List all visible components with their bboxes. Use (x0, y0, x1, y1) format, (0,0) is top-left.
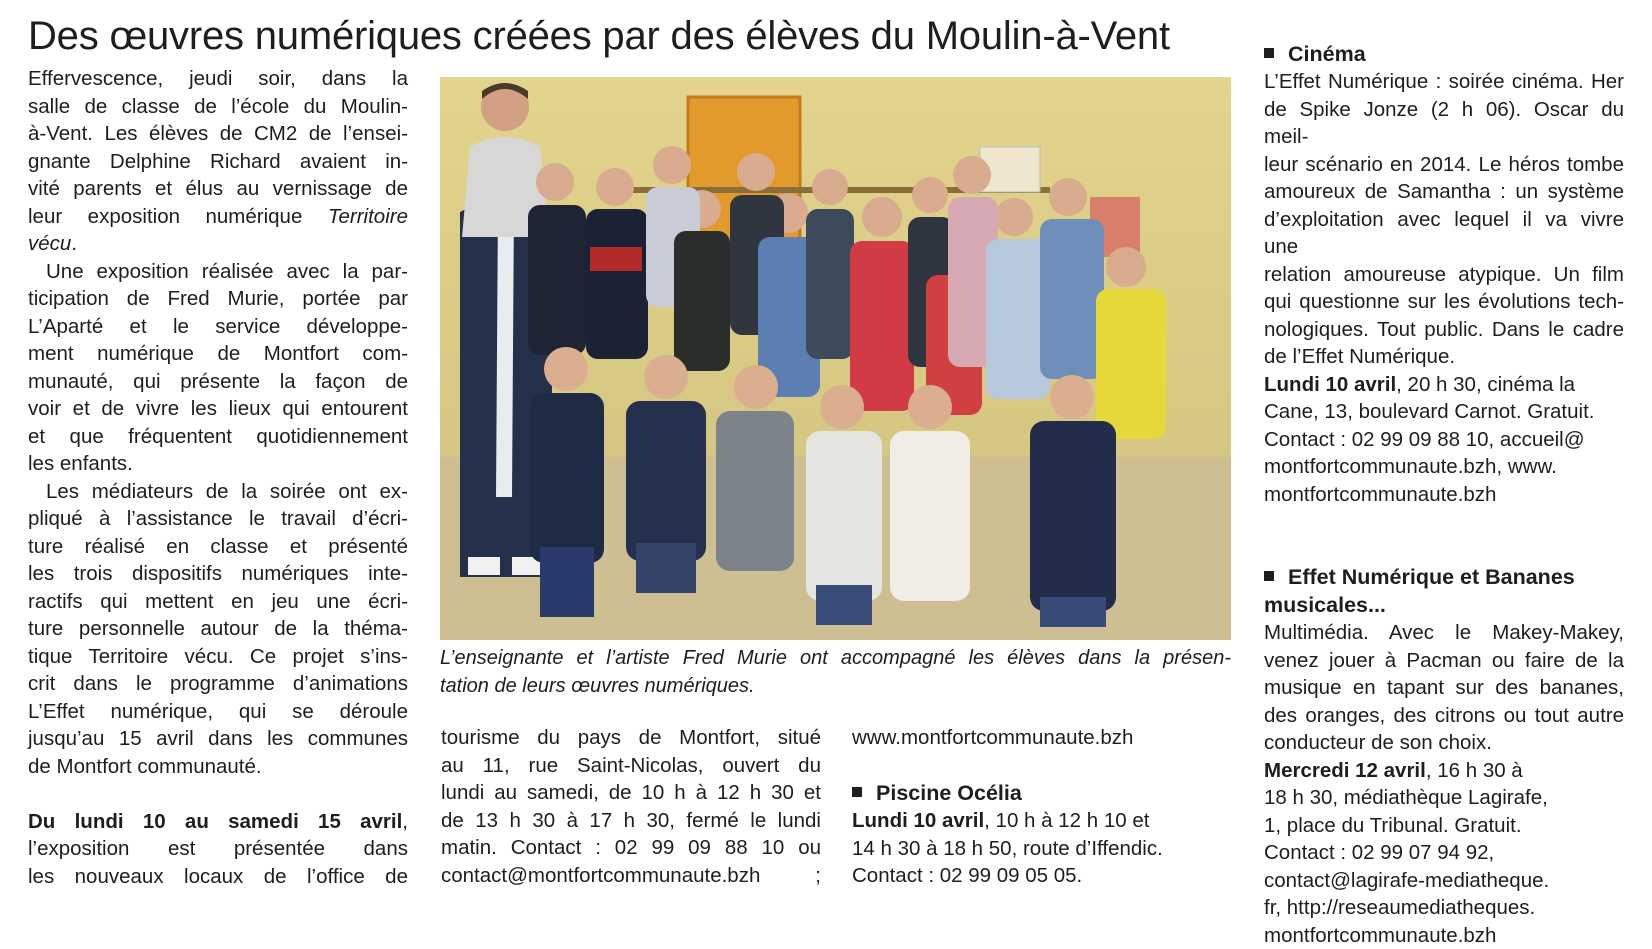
body-line: munauté, qui présente la façon de (28, 368, 408, 396)
body-line: musique en tapant sur des bananes, (1264, 674, 1624, 702)
body-line: contact@montfortcommunaute.bzh ; (441, 862, 821, 890)
body-line: lundi au samedi, de 10 h à 12 h 30 et (441, 779, 821, 807)
exhibition-title: Territoire (328, 205, 408, 228)
body-line (28, 203, 408, 231)
bullet-square-icon (852, 787, 862, 797)
body-line: Contact : 02 99 09 88 10, accueil@ (1264, 426, 1624, 454)
body-line: jusqu’au 15 avril dans les communes (28, 725, 408, 753)
body-line: qui questionne sur les évolutions tech- (1264, 288, 1624, 316)
body-line: Contact : 02 99 09 05 05. (852, 862, 1212, 890)
body-line: vité parents et élus au vernissage de (28, 175, 408, 203)
body-line: tourisme du pays de Montfort, situé (441, 724, 821, 752)
body-line: 18 h 30, médiathèque Lagirafe, (1264, 784, 1624, 812)
date-highlight: Lundi 10 avril (1264, 373, 1396, 396)
article-column-3 (852, 724, 1212, 890)
body-line (1264, 757, 1624, 785)
caption-line: L’enseignante et l’artiste Fred Murie ont accompagné les élèves dans la présen- (440, 645, 1231, 673)
body-line: amoureux de Samantha : un système (1264, 178, 1624, 206)
headline: Des œuvres numériques créées par des élèves du Moulin-à-Vent (28, 10, 1250, 62)
body-line: d’exploitation avec lequel il va vivre une (1264, 206, 1624, 261)
body-line: Contact : 02 99 07 94 92, (1264, 839, 1624, 867)
body-line: des oranges, des citrons ou tout autre (1264, 702, 1624, 730)
section-heading-cinema: Cinéma (1264, 40, 1624, 68)
body-line: nologiques. Tout public. Dans le cadre (1264, 316, 1624, 344)
body-line: 1, place du Tribunal. Gratuit. (1264, 812, 1624, 840)
body-text: , 16 h 30 à (1426, 759, 1523, 782)
body-line: montfortcommunaute.bzh (1264, 922, 1624, 949)
body-line: 14 h 30 à 18 h 50, route d’Iffendic. (852, 835, 1212, 863)
body-line (28, 808, 408, 836)
body-line: salle de classe de l’école du Moulin- (28, 93, 408, 121)
body-line: Cane, 13, boulevard Carnot. Gratuit. (1264, 398, 1624, 426)
body-line: ture réalisé en classe et présenté (28, 533, 408, 561)
body-line: de Montfort communauté. (28, 753, 408, 781)
body-line: crit dans le programme d’animations (28, 670, 408, 698)
body-line: ture personnelle autour de la théma- (28, 615, 408, 643)
group-photo (440, 77, 1231, 640)
date-highlight: Mercredi 12 avril (1264, 759, 1426, 782)
body-text: leur exposition numérique (28, 205, 328, 228)
body-line: montfortcommunaute.bzh (1264, 481, 1624, 509)
body-line (1264, 371, 1624, 399)
body-line: L’Aparté et le service développe- (28, 313, 408, 341)
body-line: montfortcommunaute.bzh, www. (1264, 453, 1624, 481)
body-line: matin. Contact : 02 99 09 88 10 ou (441, 834, 821, 862)
website-line: www.montfortcommunaute.bzh (852, 724, 1212, 752)
body-line: L’Effet numérique, qui se déroule (28, 698, 408, 726)
listings-column (1264, 40, 1624, 949)
caption-line: tation de leurs œuvres numériques. (440, 673, 1231, 701)
article-column-1 (28, 65, 408, 890)
body-line: et que fréquentent quotidiennement (28, 423, 408, 451)
body-text: , 10 h à 12 h 10 et (984, 809, 1149, 832)
body-text: , 20 h 30, cinéma la (1396, 373, 1575, 396)
body-line: gnante Delphine Richard avaient in- (28, 148, 408, 176)
body-line: les trois dispositifs numériques inte- (28, 560, 408, 588)
body-line: Effervescence, jeudi soir, dans la (28, 65, 408, 93)
body-line: Une exposition réalisée avec la par- (28, 258, 408, 286)
body-line: leur scénario en 2014. Le héros tombe (1264, 151, 1624, 179)
body-line: venez jouer à Pacman ou faire de la (1264, 647, 1624, 675)
body-line: pliqué à l’assistance le travail d’écri- (28, 505, 408, 533)
photo-caption (440, 645, 1231, 700)
body-line: contact@lagirafe-mediatheque. (1264, 867, 1624, 895)
body-line: les enfants. (28, 450, 408, 478)
section-heading-effet: Effet Numérique et Bananes (1264, 563, 1624, 591)
body-line: de l’Effet Numérique. (1264, 343, 1624, 371)
body-line: tique Territoire vécu. Ce projet s’ins- (28, 643, 408, 671)
body-text: , (402, 810, 408, 833)
body-line: L’Effet Numérique : soirée cinéma. Her (1264, 68, 1624, 96)
body-line: les nouveaux locaux de l’office de (28, 863, 408, 891)
body-line: Multimédia. Avec le Makey-Makey, (1264, 619, 1624, 647)
body-line: conducteur de son choix. (1264, 729, 1624, 757)
date-highlight: Lundi 10 avril (852, 809, 984, 832)
body-line: l’exposition est présentée dans (28, 835, 408, 863)
bullet-square-icon (1264, 48, 1274, 58)
body-text: . (71, 232, 77, 255)
body-line: à-Vent. Les élèves de CM2 de l’ensei- (28, 120, 408, 148)
exhibition-title: vécu (28, 232, 71, 255)
body-line: au 11, rue Saint-Nicolas, ouvert du (441, 752, 821, 780)
body-line: ticipation de Fred Murie, portée par (28, 285, 408, 313)
body-line (28, 230, 408, 258)
body-line: voir et de vivre les lieux qui entourent (28, 395, 408, 423)
body-line (852, 807, 1212, 835)
bullet-square-icon (1264, 571, 1274, 581)
section-heading-effet-line2: musicales... (1264, 591, 1624, 619)
article-column-2 (441, 724, 821, 889)
body-line: Les médiateurs de la soirée ont ex- (28, 478, 408, 506)
section-heading-piscine: Piscine Océlia (852, 779, 1212, 807)
date-highlight: Du lundi 10 au samedi 15 avril (28, 810, 402, 833)
body-line: fr, http://reseaumediatheques. (1264, 894, 1624, 922)
body-line: relation amoureuse atypique. Un film (1264, 261, 1624, 289)
body-line: ment numérique de Montfort com- (28, 340, 408, 368)
body-line: ractifs qui mettent en jeu une écri- (28, 588, 408, 616)
body-line: de Spike Jonze (2 h 06). Oscar du meil- (1264, 96, 1624, 151)
body-line: de 13 h 30 à 17 h 30, fermé le lundi (441, 807, 821, 835)
